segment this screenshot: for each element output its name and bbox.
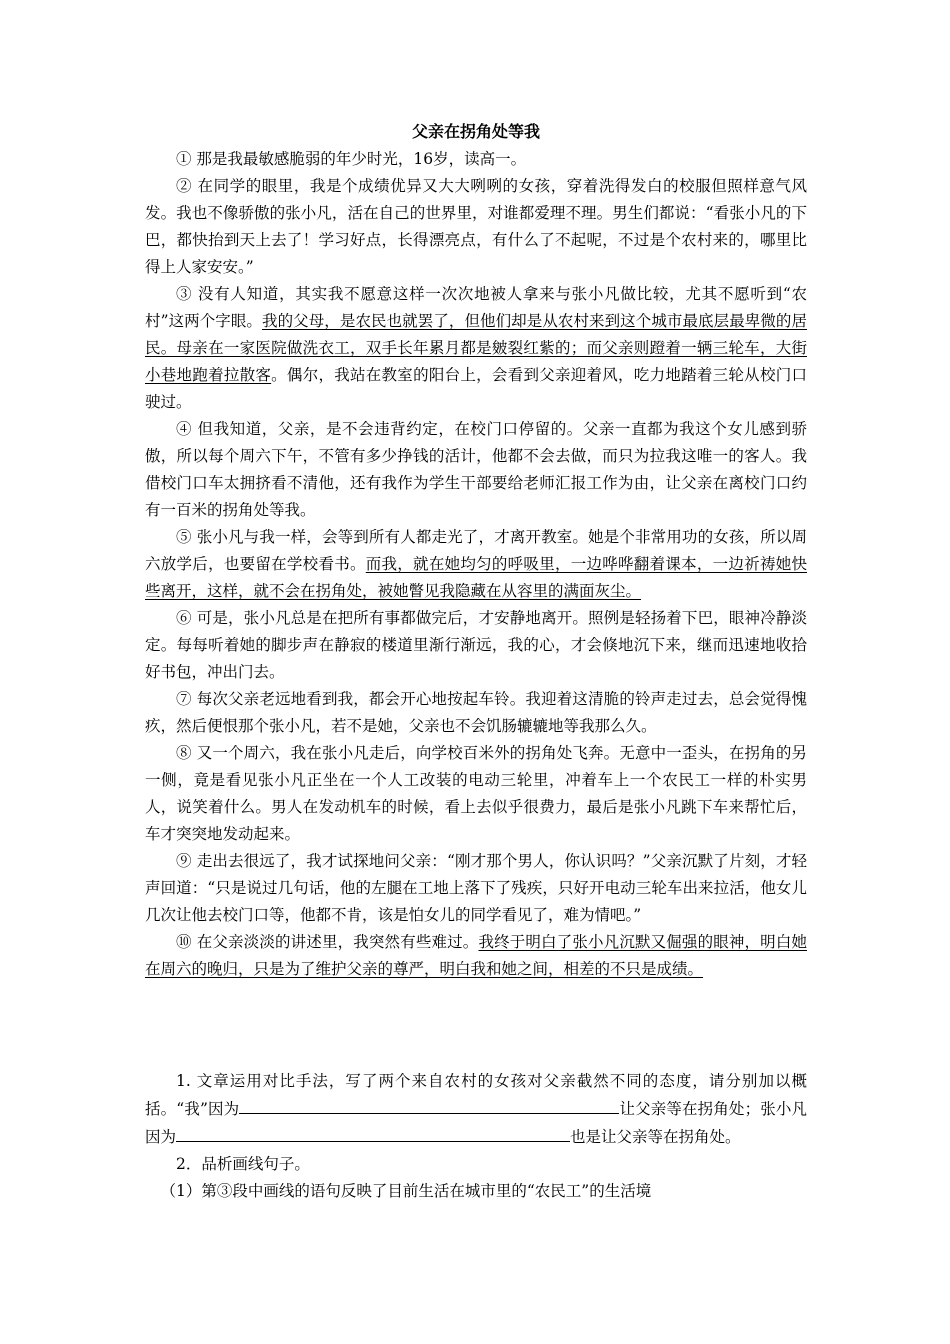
underlined-sentence: 我终于明白了张小凡沉默又倔强的眼神，明白她在周六的晚归，只是为了维护父亲的尊严，明白我和她之间，相差的不只是成绩。 bbox=[145, 933, 807, 978]
paragraph-text: ⑦ 每次父亲老远地看到我，都会开心地按起车铃。我迎着这清脆的铃声走过去，总会觉得愧疚，然后便恨那个张小凡，若不是她，父亲也不会饥肠辘辘地等我那么久。 bbox=[145, 690, 807, 735]
article bbox=[145, 118, 807, 983]
paragraph-text: ⑧ 又一个周六，我在张小凡走后，向学校百米外的拐角处飞奔。无意中一歪头，在拐角的另一侧，竟是看见张小凡正坐在一个人工改装的电动三轮里，冲着车上一个农民工一样的朴实男人，说笑着什么。男人在发动机车的时候，看上去似乎很费力，最后是张小凡跳下车来帮忙后，车才突突地发动起来。 bbox=[145, 744, 807, 843]
underlined-sentence: 我的父母，是农民也就罢了，但他们却是从农村来到这个城市最底层最卑微的居民。母亲在一家医院做洗衣工，双手长年累月都是皴裂红紫的；而父亲则蹬着一辆三轮车，大街小巷地跑着拉散客 bbox=[145, 312, 807, 384]
question-text: 让父亲等在拐角处；张小凡因为 bbox=[145, 1100, 807, 1146]
paragraph-5 bbox=[145, 524, 807, 605]
paragraph-text: ⑥ 可是，张小凡总是在把所有事都做完后，才安静地离开。照例是轻扬着下巴，眼神冷静淡定。每每听着她的脚步声在静寂的楼道里渐行渐远，我的心，才会倏地沉下来，继而迅速地收拾好书包，冲出门去。 bbox=[145, 609, 807, 681]
underlined-sentence: 而我，就在她均匀的呼吸里，一边哗哗翻着课本，一边祈祷她快些离开，这样，就不会在拐角处，被她瞥见我隐藏在从容里的满面灰尘。 bbox=[145, 555, 807, 600]
paragraph-1 bbox=[145, 146, 807, 173]
article-title: 父亲在拐角处等我 bbox=[411, 122, 540, 141]
paragraph-3 bbox=[145, 281, 807, 416]
paragraph-7 bbox=[145, 686, 807, 740]
question-2: 2．品析画线句子。 bbox=[176, 1155, 310, 1173]
paragraph-text: ⑤ 张小凡与我一样，会等到所有人都走光了，才离开教室。她是个非常用功的女孩，所以周六放学后，也要留在学校看书。 bbox=[145, 528, 807, 573]
question-text: 1. 文章运用对比手法，写了两个来自农村的女孩对父亲截然不同的态度，请分别加以概括。“我”因为 bbox=[145, 1072, 807, 1118]
paragraph-text: ⑩ 在父亲淡淡的讲述里，我突然有些难过。 bbox=[176, 933, 479, 951]
answer-blank-1[interactable] bbox=[239, 1095, 619, 1114]
paragraph-text: ② 在同学的眼里，我是个成绩优异又大大咧咧的女孩，穿着洗得发白的校服但照样意气风发。我也不像骄傲的张小凡，活在自己的世界里，对谁都爱理不理。男生们都说：“看张小凡的下巴，都快抬到天上去了！学习好点，长得漂亮点，有什么了不起呢，不过是个农村来的，哪里比得上人家安安。” bbox=[145, 177, 807, 276]
question-2-1: （1）第③段中画线的语句反映了目前生活在城市里的“农民工”的生活境 bbox=[160, 1182, 652, 1200]
paragraph-4 bbox=[145, 416, 807, 524]
paragraph-2 bbox=[145, 173, 807, 281]
paragraph-text: ③ 没有人知道，其实我不愿意这样一次次地被人拿来与张小凡做比较，尤其不愿听到“农村”这两个字眼。 bbox=[145, 285, 807, 330]
paragraph-text: ④ 但我知道，父亲，是不会违背约定，在校门口停留的。父亲一直都为我这个女儿感到骄傲，所以每个周六下午，不管有多少挣钱的活计，他都不会去做，而只为拉我这唯一的客人。我借校门口车太拥挤看不清他，还有我作为学生干部要给老师汇报工作为由，让父亲在离校门口约有一百米的拐角处等我。 bbox=[145, 420, 807, 519]
paragraph-9 bbox=[145, 848, 807, 929]
question-1 bbox=[145, 1068, 807, 1151]
questions-section bbox=[145, 1068, 807, 1205]
question-text: 也是让父亲等在拐角处。 bbox=[570, 1128, 741, 1146]
paragraph-10 bbox=[145, 929, 807, 983]
paragraph-text: ⑨ 走出去很远了，我才试探地问父亲：“刚才那个男人，你认识吗？”父亲沉默了片刻，才轻声回道：“只是说过几句话，他的左腿在工地上落下了残疾，只好开电动三轮车出来拉活，他女儿几次让他去校门口等，他都不肯，该是怕女儿的同学看见了，难为情吧。” bbox=[145, 852, 807, 924]
paragraph-6 bbox=[145, 605, 807, 686]
answer-blank-2[interactable] bbox=[176, 1123, 570, 1142]
paragraph-text: 。偶尔，我站在教室的阳台上，会看到父亲迎着风，吃力地踏着三轮从校门口驶过。 bbox=[145, 366, 807, 411]
paragraph-text: ① 那是我最敏感脆弱的年少时光，16岁，读高一。 bbox=[176, 150, 527, 168]
paragraph-8 bbox=[145, 740, 807, 848]
